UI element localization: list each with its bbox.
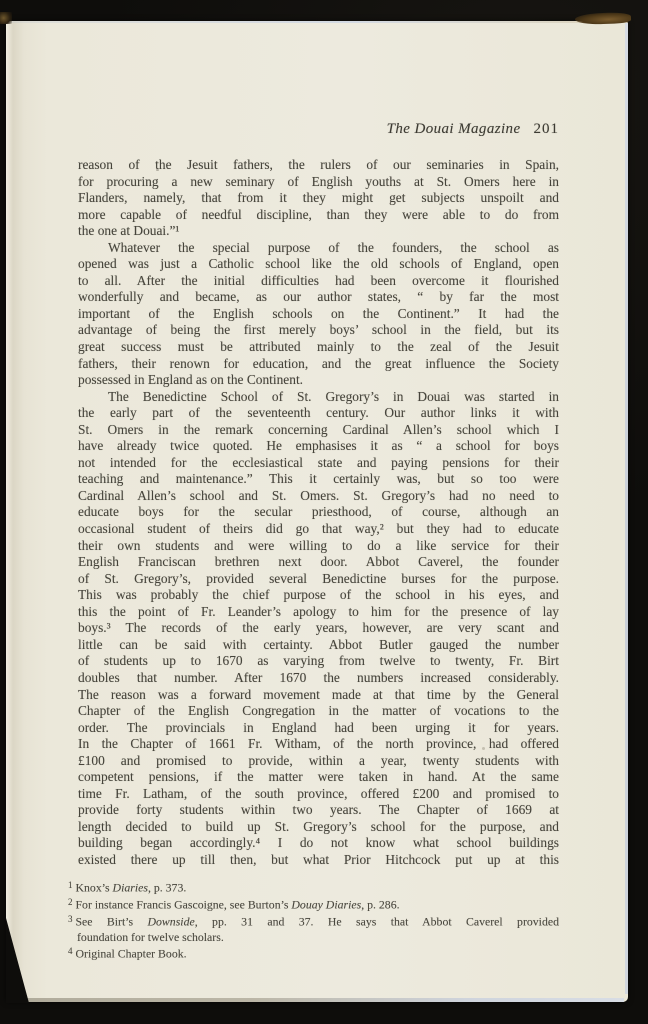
footnote-text: See Birt’s: [75, 914, 148, 929]
footnote-line: [68, 895, 559, 912]
text-line: great success must be attributed mainly to the zeal of the Jesuit: [78, 339, 559, 355]
text-line: have already twice quoted. He emphasises it as “ a school for boys: [78, 438, 559, 454]
running-header: [72, 119, 559, 139]
text-line: advantage of being the first merely boys’ school in the field, but its: [78, 322, 559, 338]
footnote-text: Knox’s: [75, 880, 113, 895]
footnote-line: [68, 944, 559, 961]
binding-spot: [0, 12, 12, 24]
text-line: order. The provincials in England had been urging it for years.: [78, 719, 559, 735]
text-line: teaching and maintenance.” This it certainly was, but so too were: [78, 471, 559, 487]
text-line: for procuring a new seminary of English youths at St. Omers here in: [78, 173, 559, 189]
footnote-line: [68, 878, 559, 895]
text-line: their own students and were willing to do a like service for their: [78, 537, 559, 553]
text-line: existed there up till then, but what Prior Hitchcock put up at this: [78, 851, 559, 867]
footnote-text: For instance Francis Gascoigne, see Burton’s: [75, 897, 292, 912]
text-line: building began accordingly.⁴ I do not know what school buildings: [78, 835, 559, 851]
text-line: provide forty students within two years. The Chapter of 1669 at: [78, 802, 559, 818]
text-line: possessed in England as on the Continent.: [78, 372, 304, 388]
text-line: English Franciscan brethren next door. Abbot Caverel, the founder: [78, 554, 559, 570]
text-line: this the point of Fr. Leander’s apology to him for the presence of lay: [78, 603, 559, 619]
text-line: length decided to build up St. Gregory’s school for the purpose, and: [78, 818, 559, 834]
text-line: time Fr. Latham, of the south province, offered £200 and promised to: [78, 785, 559, 801]
text-line: competent pensions, if the matter were taken in hand. At the same: [78, 769, 559, 785]
footnote-text: , pp. 31 and 37. He says that Abbot Caverel provided: [194, 914, 559, 929]
text-line: the early part of the seventeenth century. Our author links it with: [78, 405, 559, 421]
footnote-text-italic: Diaries: [112, 880, 148, 895]
text-line: This was probably the chief purpose of the school in his eyes, and: [78, 587, 559, 603]
footnote-text: foundation for twelve scholars.: [77, 929, 224, 944]
text-line: In the Chapter of 1661 Fr. Witham, of the north province, had offered: [78, 736, 559, 752]
text-line: Whatever the special purpose of the founders, the school as: [108, 239, 559, 255]
text-line: boys.³ The records of the early years, however, are very scant and: [78, 620, 559, 636]
footnote-text-italic: Downside: [147, 914, 195, 929]
text-line: reason of the Jesuit fathers, the rulers of our seminaries in Spain,: [78, 157, 559, 172]
text-line: wonderfully and became, as our author states, “ by far the most: [78, 289, 559, 305]
footnote-marker: 3: [68, 914, 73, 925]
footnote-text: , p. 373.: [147, 880, 187, 895]
magazine-title: The Douai Magazine: [386, 121, 521, 137]
text-line: more capable of needful discipline, than they were able to do from: [78, 206, 559, 222]
text-line: of St. Gregory’s, provided several Benedictine burses for the purpose.: [78, 570, 559, 586]
text-line: to all. After the initial difficulties had been overcome it flourished: [78, 272, 559, 288]
footnote-line: [68, 930, 559, 945]
text-line: Cardinal Allen’s school and St. Omers. St. Gregory’s had no need to: [78, 487, 559, 503]
text-line: educate boys for the secular priesthood, of course, although an: [78, 504, 559, 520]
footnote-marker: 4: [68, 946, 73, 957]
text-line: of students up to 1670 as varying from twelve to twenty, Fr. Birt: [78, 653, 559, 669]
footnote-marker: 2: [68, 897, 73, 908]
text-line: opened was just a Catholic school like the old schools of England, open: [78, 256, 559, 272]
text-line: Flanders, namely, that from it they might get subjects unspoilt and: [78, 190, 559, 206]
footnotes: [68, 878, 559, 962]
text-line: occasional student of theirs did go that way,² but they had to educate: [78, 521, 559, 537]
book-page: [6, 21, 628, 1002]
text-line: The Benedictine School of St. Gregory’s in Douai was started in: [108, 388, 559, 404]
footnote-marker: 1: [68, 880, 73, 890]
text-line: the one at Douai.”¹: [78, 223, 180, 239]
footnote-text-italic: Douay Diaries: [291, 897, 362, 912]
text-line: important of the English schools on the Continent.” It had the: [78, 305, 559, 321]
footnote-text: , p. 286.: [361, 897, 400, 912]
text-line: £100 and promised to provide, within a year, twenty students with: [78, 752, 559, 768]
text-line: little can be said with certainty. Abbot Butler gauged the number: [78, 636, 559, 652]
text-line: Chapter of the English Congregation in the matter of vocations to the: [78, 703, 559, 719]
text-line: The reason was a forward movement made at that time by the General: [78, 686, 559, 702]
page-top-edge-highlight: [6, 21, 628, 23]
page-number: 201: [533, 121, 559, 137]
footnote-text: Original Chapter Book.: [75, 946, 187, 961]
footnote-line: [68, 912, 559, 929]
body-text: [78, 157, 559, 869]
page-right-edge-highlight: [625, 23, 628, 994]
text-line: doubles that number. After 1670 the numbers increased considerably.: [78, 669, 559, 685]
text-line: not intended for the ecclesiastical state and paying pensions for their: [78, 454, 559, 470]
text-line: fathers, their renown for education, and the great influence the Society: [78, 355, 559, 371]
page-bottom-edge: [8, 998, 624, 1002]
text-line: St. Omers in the remark concerning Cardinal Allen’s school which I: [78, 421, 559, 437]
